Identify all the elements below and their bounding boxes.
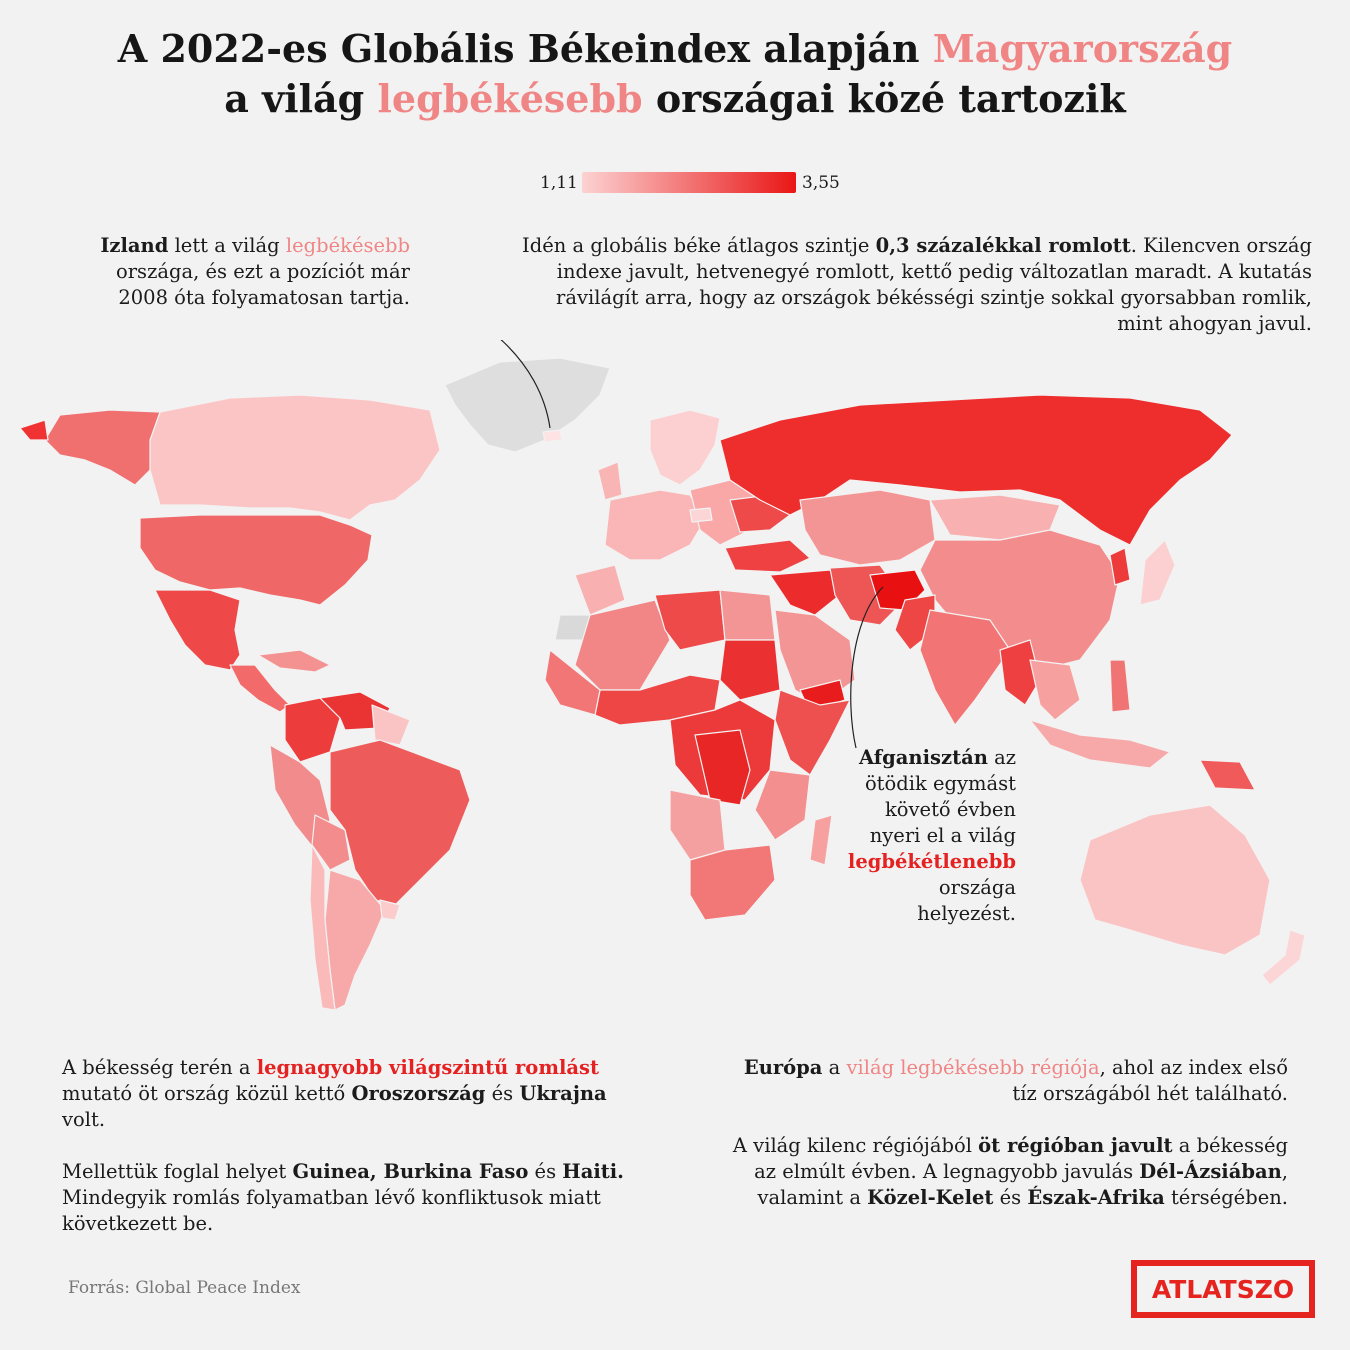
global-annotation: Idén a globális béke átlagos szintje 0,3 százalékkal romlott. Kilencven ország indexe javult, hetvenegyé romlott, kettő pedig változatlan maradt. A kutatás rávilágít arra, hogy az országok békésségi szintje sokkal gyorsabban romlik, mint ahogyan javul.	[522, 234, 1312, 335]
region-scandinavia	[650, 410, 720, 485]
region-southern-africa	[690, 845, 775, 920]
legend-min: 1,11	[540, 173, 578, 193]
region-uk	[598, 462, 622, 500]
region-philippines	[1110, 660, 1130, 712]
region-syria-iraq	[770, 570, 840, 615]
page-title: A 2022-es Globális Békeindex alapján Magyarország a világ legbékésebb országai közé tartozik	[117, 26, 1233, 121]
region-turkey	[725, 540, 810, 572]
region-canada	[150, 395, 440, 520]
region-se-asia	[1030, 660, 1080, 720]
world-map	[0, 340, 1350, 1020]
region-greenland	[445, 358, 610, 452]
region-sudan	[720, 640, 780, 700]
region-png	[1200, 760, 1255, 790]
region-japan	[1140, 540, 1175, 605]
region-new-zealand	[1262, 930, 1305, 985]
color-legend	[540, 170, 840, 196]
source-note: Forrás: Global Peace Index	[68, 1278, 301, 1298]
region-central-america	[230, 665, 290, 712]
region-alaska-tip	[20, 420, 48, 440]
region-egypt	[720, 590, 775, 640]
region-kazakhstan	[800, 490, 935, 565]
region-hungary	[690, 508, 712, 522]
bottom-left-text: A békesség terén a legnagyobb világszintű romlást mutató öt ország közül kettő Oroszország és Ukrajna volt. Mellettük foglal helyet Guinea, Burkina Faso és Haiti. Mindegyik romlás folyamatban lévő konfliktusok miatt következett be.	[62, 1056, 624, 1235]
region-iceland	[543, 430, 562, 442]
region-mexico	[155, 590, 240, 670]
bottom-right-text: Európa a világ legbékésebb régiója, ahol az index első tíz országából hét található. A világ kilenc régiójából öt régióban javult a békesség az elmúlt évben. A legnagyobb javulás Dél-Ázsiában, valamint a Közel-Kelet és Észak-Afrika térségében.	[732, 1056, 1288, 1209]
region-alaska	[45, 410, 160, 485]
region-angola	[670, 790, 725, 860]
region-guianas	[372, 705, 410, 745]
legend-max: 3,55	[802, 173, 840, 193]
iceland-annotation: Izland lett a világ legbékésebb országa, és ezt a pozíciót már 2008 óta folyamatosan tartja.	[100, 234, 410, 309]
legend-gradient-bar	[582, 172, 796, 193]
region-australia	[1080, 805, 1270, 955]
afghanistan-annotation: Afganisztán az ötödik egymást követő évben nyeri el a világ legbékétlenebb országa helyezést.	[847, 746, 1016, 925]
region-morocco	[575, 565, 625, 615]
region-west-europe	[605, 490, 705, 560]
atlatszo-logo: ATLATSZO	[1131, 1260, 1315, 1318]
region-indonesia	[1030, 720, 1170, 768]
region-caribbean	[258, 650, 330, 672]
